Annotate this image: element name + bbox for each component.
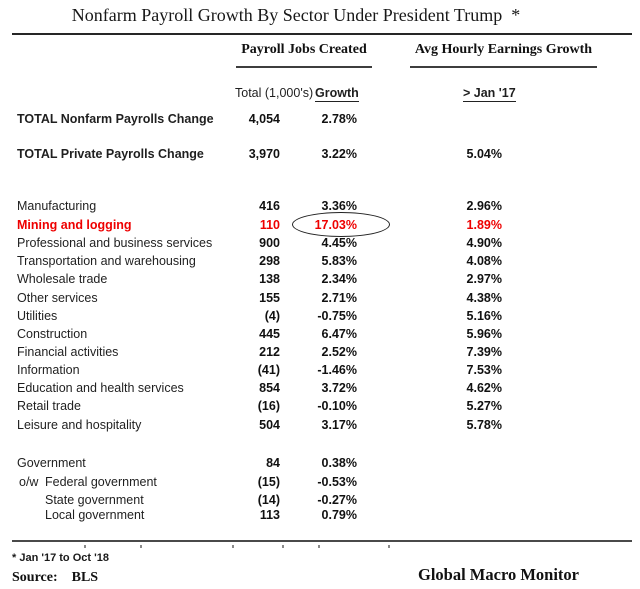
highlight-ellipse [292,212,390,237]
row-total-value: (4) [264,309,280,323]
table-row-wholesale-trade [0,272,640,287]
row-earnings-value: 2.96% [466,199,502,213]
row-growth-value: 0.79% [321,508,357,522]
table-row-other-services [0,291,640,306]
row-growth-value: -1.46% [317,363,357,377]
row-total-value: 113 [259,508,280,522]
row-earnings-value: 5.78% [466,418,502,432]
row-earnings-value: 7.39% [466,345,502,359]
table-row-manufacturing [0,199,640,214]
row-total-value: 298 [259,254,280,268]
table-row-federal-government [0,475,640,490]
row-label: Construction [17,327,88,341]
row-total-value: 138 [259,272,280,286]
row-earnings-value: 4.38% [466,291,502,305]
row-growth-value: 3.22% [321,147,357,161]
row-growth-value: -0.10% [317,399,357,413]
subheader-total: Total (1,000's) [235,86,314,100]
row-total-value: (16) [257,399,280,413]
tick-mark [84,545,86,548]
row-label: State government [45,493,144,507]
row-growth-value: 0.38% [321,456,357,470]
row-label: Information [17,363,80,377]
row-growth-value: 3.72% [321,381,357,395]
table-row-information [0,363,640,378]
row-earnings-value: 7.53% [466,363,502,377]
column-group-payroll-jobs: Payroll Jobs Created [236,42,372,68]
column-group-earnings: Avg Hourly Earnings Growth [410,42,597,68]
row-earnings-value: 1.89% [466,218,502,232]
row-total-value: 3,970 [248,147,280,161]
row-label: Transportation and warehousing [17,254,196,268]
source-line [12,570,98,586]
subheader-growth: Growth [315,86,359,100]
row-earnings-value: 5.96% [466,327,502,341]
row-label: Wholesale trade [17,272,108,286]
row-total-value: 416 [259,199,280,213]
tick-mark [282,545,284,548]
table-row-leisure-hospitality [0,418,640,433]
row-label: Local government [45,508,145,522]
row-total-value: (15) [257,475,280,489]
row-label: TOTAL Private Payrolls Change [17,147,204,161]
table-row-total-nonfarm [0,112,640,127]
table-row-total-private [0,147,640,162]
row-label: Manufacturing [17,199,97,213]
row-growth-value: 6.47% [321,327,357,341]
table-row-state-government [0,493,640,508]
row-growth-value: 3.17% [321,418,357,432]
row-earnings-value: 4.08% [466,254,502,268]
row-label: Government [17,456,86,470]
tick-mark [388,545,390,548]
row-total-value: (14) [257,493,280,507]
row-growth-value: -0.75% [317,309,357,323]
table-row-utilities [0,309,640,324]
bottom-rule [12,540,632,542]
row-growth-value: 17.03% [314,218,357,232]
row-growth-value: 2.78% [321,112,357,126]
row-label: TOTAL Nonfarm Payrolls Change [17,112,214,126]
subheader-earnings: > Jan '17 [463,86,516,100]
table-row-local-government [0,508,640,523]
source-label: Source: [12,570,58,585]
row-label: Financial activities [17,345,119,359]
row-growth-value: 2.34% [321,272,357,286]
table-row-financial-activities [0,345,640,360]
tick-mark [232,545,234,548]
row-growth-value: 2.71% [321,291,357,305]
table-row-professional-services [0,236,640,251]
brand: Global Macro Monitor [418,565,580,584]
row-total-value: 4,054 [248,112,280,126]
row-earnings-value: 5.04% [466,147,502,161]
table-row-retail-trade [0,399,640,414]
row-growth-value: 4.45% [321,236,357,250]
page-title: Nonfarm Payroll Growth By Sector Under President Trump * [71,5,521,25]
row-earnings-value: 4.90% [466,236,502,250]
row-label: Mining and logging [17,218,132,232]
top-rule [12,33,632,35]
row-growth-value: 2.52% [321,345,357,359]
row-growth-value: 5.83% [321,254,357,268]
table-row-transportation [0,254,640,269]
footnote: * Jan '17 to Oct '18 [12,552,109,564]
row-total-value: (41) [257,363,280,377]
row-total-value: 854 [259,381,280,395]
row-label: Leisure and hospitality [17,418,142,432]
row-earnings-value: 2.97% [466,272,502,286]
row-label: Education and health services [17,381,184,395]
table-row-education-health [0,381,640,396]
row-earnings-value: 4.62% [466,381,502,395]
row-total-value: 155 [259,291,280,305]
row-total-value: 504 [259,418,280,432]
source-value: BLS [71,570,99,585]
row-label: Utilities [17,309,58,323]
tick-mark [318,545,320,548]
row-label: Federal government [45,475,157,489]
table-row-construction [0,327,640,342]
row-total-value: 900 [259,236,280,250]
row-total-value: 212 [259,345,280,359]
row-total-value: 445 [259,327,280,341]
table-row-government [0,456,640,471]
row-earnings-value: 5.16% [466,309,502,323]
row-label-prefix: o/w [19,475,39,489]
row-growth-value: -0.27% [317,493,357,507]
row-growth-value: -0.53% [317,475,357,489]
row-label: Professional and business services [17,236,213,250]
row-total-value: 84 [266,456,280,470]
row-label: Retail trade [17,399,81,413]
row-label: Other services [17,291,98,305]
row-growth-value: 3.36% [321,199,357,213]
row-earnings-value: 5.27% [466,399,502,413]
row-total-value: 110 [259,218,280,232]
tick-mark [140,545,142,548]
